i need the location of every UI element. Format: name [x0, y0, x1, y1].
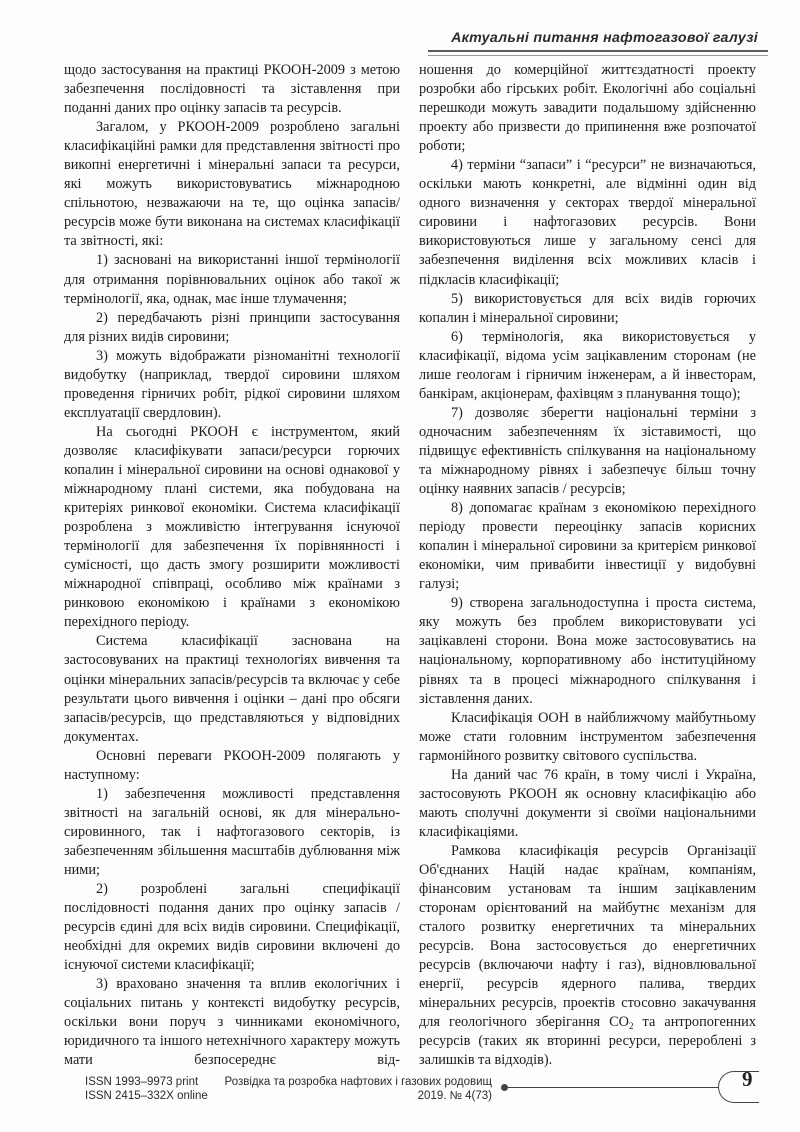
paragraph: На сьогодні РКООН є інструментом, який дозволяє класифікувати запаси/ресурси горючих копалин і мінеральної сировини на основі однакової у міжнародному плані системи, яка побудована на критеріях ринкової економіки. Система класифікації розроблена з можливістю інтегрування існуючої термінології для забезпечення їх порівнянності і сумісності, що дасть змогу розширити можливості міжнародної співпраці, особливо між країнами з ринковою економікою і країнами з економікою перехідного періоду.	[64, 423, 400, 631]
list-item: 1) забезпечення можливості представлення звітності на загальній основі, як для мінерально-сировинного, так і нафтогазового секторів, із забезпеченням збільшення масштабів дублювання між ними;	[64, 785, 400, 878]
list-item: 8) допомагає країнам з економікою перехідного періоду провести переоцінку запасів корисних копалин і мінеральної сировини за критерієм ринкової економіки, чим привабити інвестиції у видобувні галузі;	[419, 500, 756, 593]
paragraph: На даний час 76 країн, в тому числі і Україна, застосовують РКООН як основну класифікацію або мають сполучні документи зі своїми національними класифікаціями.	[419, 766, 756, 840]
list-item: 3) можуть відображати різноманітні технології видобутку (наприклад, твердої сировини шляхом проведення гірничих робіт, рідкої сировини шляхом експлуатації свердловин).	[64, 347, 400, 421]
paragraph: щодо застосування на практиці РКООН-2009 з метою забезпечення послідовності та зіставлення при поданні даних про оцінку запасів та ресурсів.	[64, 62, 400, 117]
right-column	[419, 61, 756, 1070]
paragraph: Загалом, у РКООН-2009 розроблено загальні класифікаційні рамки для представлення звітності про викопні енергетичні і мінеральні запаси та ресурси, які можуть використовуватись міжнародною спільнотою, незважаючи на те, що оцінка запасів/ресурсів може бути виконана на системах класифікації та звітності, які:	[64, 119, 400, 250]
list-item: 9) створена загальнодоступна і проста система, яку можуть без проблем використовувати усі зацікавлені сторони. Вона може застосовуватись на національному, корпоративному або інституційному рівнях та в процесі міжнародного спілкування і зіставлення даних.	[419, 595, 756, 707]
page-footer	[85, 1067, 765, 1115]
paragraph-with-formula	[419, 842, 756, 1071]
journal-name: Розвідка та розробка нафтових і газових родовищ	[224, 1076, 492, 1088]
list-item: 6) термінологія, яка використовується у класифікації, відома усім зацікавленим сторонам (не лише геологам і гірничим інженерам, а й інвесторам, банкірам, акціонерам, фахівцям з планування тощо);	[419, 328, 756, 402]
list-item: 7) дозволяє зберегти національні терміни з одночасним забезпеченням їх зіставимості, що підвищує ефективність спілкування на національному та міжнародному рівнях і забезпечує більш точну оцінку наявних запасів / ресурсів;	[419, 404, 756, 498]
list-item: 1) засновані на використанні іншої термінології для отримання порівнювальних оцінок або такої ж термінології, яка, однак, має інше тлумачення;	[64, 252, 400, 307]
footer-rule	[505, 1087, 718, 1088]
paragraph: Основні переваги РКООН-2009 полягають у наступному:	[64, 747, 400, 783]
running-title: Актуальні питання нафтогазової галузі	[451, 30, 758, 46]
list-item: 2) передбачають різні принципи застосування для різних видів сировини;	[64, 309, 400, 345]
subscript: 2	[629, 1021, 634, 1032]
paragraph-text: Рамкова класифікація ресурсів Організації Об'єднаних Націй надає країнам, компаніям, фінансовим установам та іншим зацікавленим сторонам орієнтований на майбутнє механізм для сталого розвитку енергетичних та мінеральних ресурсів. Вона застосовується до енергетичних ресурсів (включаючи нафту і газ), відновлювальної енергії, ресурсів ядерного палива, твердих мінеральних ресурсів, проектів стосовно закачування для геологічного зберігання CO	[419, 842, 756, 1031]
paragraph: Класифікація ООН в найближчому майбутньому може стати головним інструментом забезпечення гармонійного розвитку світового суспільства.	[419, 709, 756, 764]
journal-block	[220, 1075, 492, 1103]
left-column	[64, 61, 400, 1070]
paragraph: ношення до комерційної життєздатності проекту розробки або гірських робіт. Екологічні або соціальні перешкоди можуть завадити подальшому здійсненню проекту або призвести до припинення вже розпочатої роботи;	[419, 62, 756, 155]
page-number: 9	[742, 1067, 753, 1091]
paragraph: Система класифікації заснована на застосовуваних на практиці технологіях вивчення та оцінки мінеральних запасів/ресурсів та включає у себе результати цього вивчення і оцінки – дані про обсяги запасів/ресурсів, що представляються у відповідних документах.	[64, 633, 400, 745]
issn-print: ISSN 1993–9973 print	[85, 1076, 199, 1088]
list-item: 4) терміни “запаси” і “ресурси” не визначаються, оскільки мають конкретні, але відмінні один від одного визначення у секторах твердої мінеральної сировини і нафтогазових ресурсів. Вони використовуються лише у загальному сенсі для забезпечення виділення всіх можливих класів і підкласів класифікації;	[419, 157, 756, 288]
running-header	[428, 30, 768, 52]
list-item: 3) враховано значення та вплив екологічних і соціальних питань у контексті видобутку ресурсів, оскільки вони поруч з чинниками економічного, юридичного та іншого нетехнічного характеру можуть мати безпосереднє від-	[64, 976, 400, 1069]
page-number-bracket-icon	[718, 1067, 759, 1103]
header-rule	[428, 50, 768, 56]
list-item: 5) використовується для всіх видів горючих копалин і мінеральної сировини;	[419, 290, 756, 326]
list-item: 2) розроблені загальні специфікації послідовності подання даних про оцінку запасів / ресурсів єдині для всіх видів сировини. Специфікації, необхідні для окремих видів сировини включені до існуючої системи класифікації;	[64, 881, 400, 974]
paragraph-text: та антропогенних ресурсів (таких як вторинні ресурси, перероблені з залишків та відходів).	[419, 1014, 756, 1069]
journal-issue: 2019. № 4(73)	[417, 1090, 492, 1102]
issn-block	[85, 1075, 208, 1103]
issn-online: ISSN 2415–332X online	[85, 1090, 208, 1102]
